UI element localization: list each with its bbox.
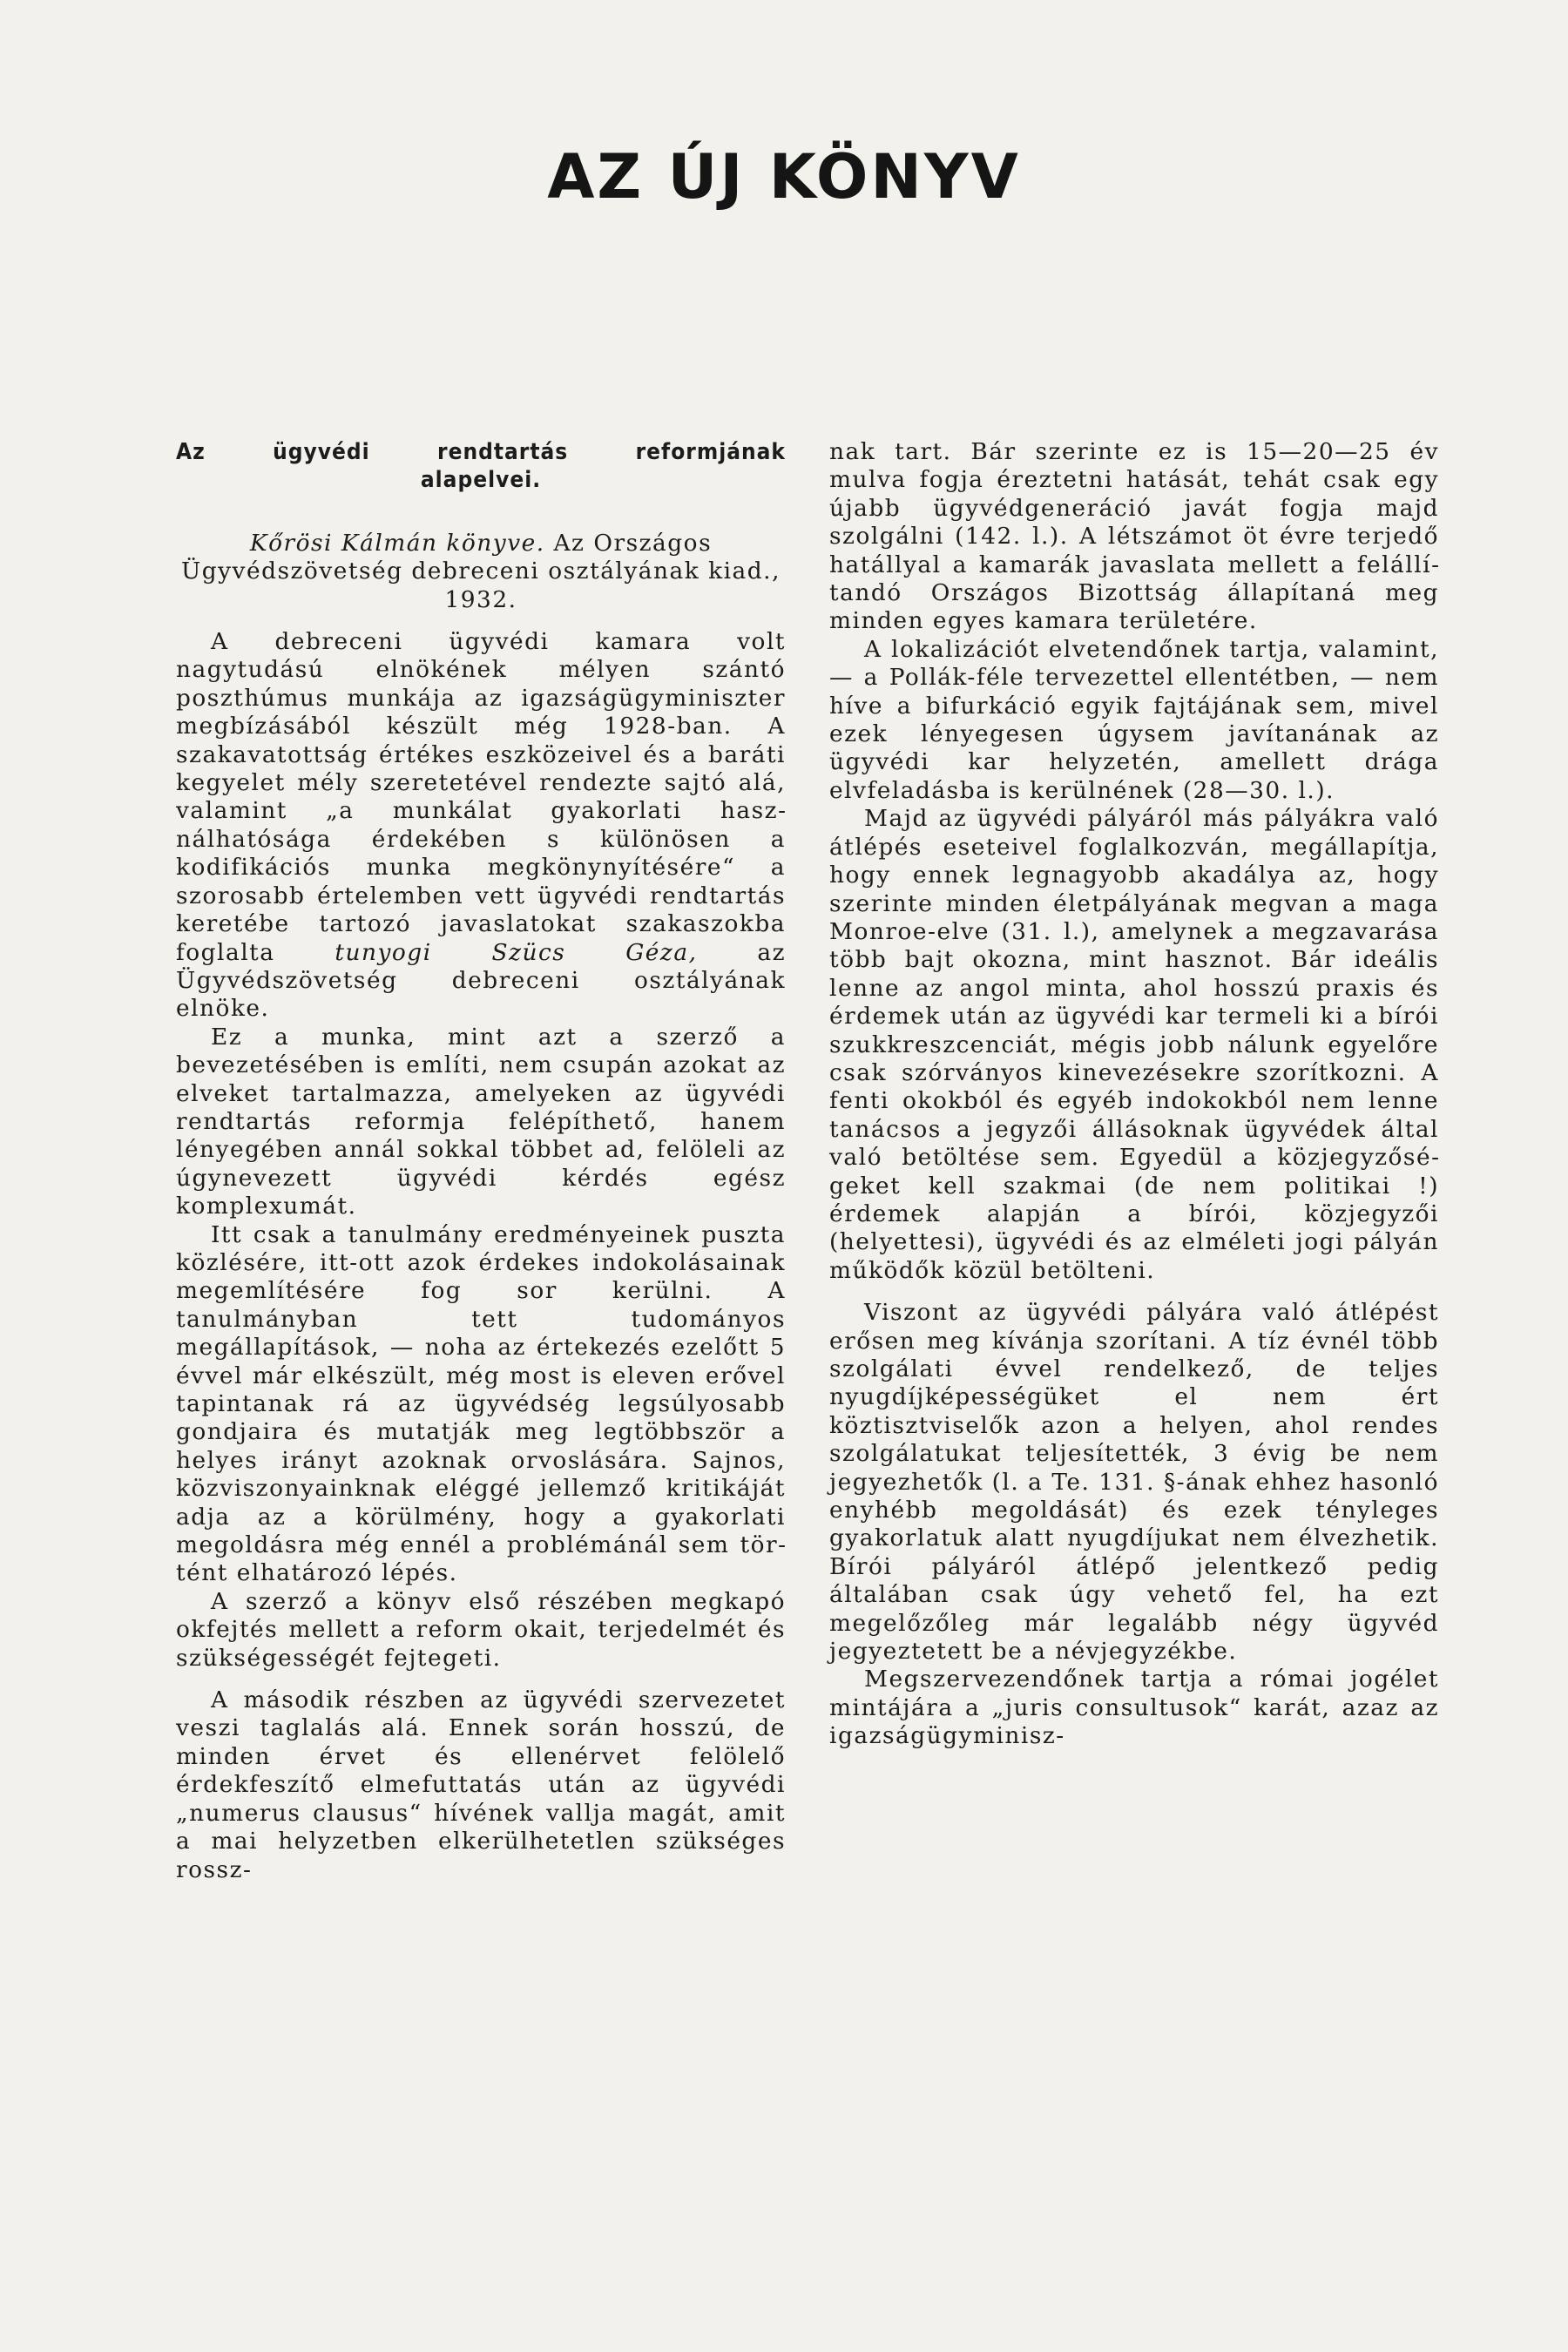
review-heading-line-2: alapelvei.: [420, 467, 542, 494]
paragraph: A lokalizációt elvetendőnek tartja, valamint, — a Pollák-féle tervezettel ellentétben, — nem híve a bifurkáció egyik fajtájának sem, mivel ezek lényegesen úgysem javítanának az ügyvédi kar helyzetén, amellett drága elvfeladásba is kerülnének (28—30. l.).: [829, 635, 1439, 804]
citation-author: Kőrösi Kálmán könyve.: [249, 529, 545, 557]
heading-word: rendtartás: [437, 439, 569, 465]
right-column: [829, 438, 1439, 1751]
heading-word: ügyvédi: [273, 439, 370, 465]
left-column: [176, 438, 786, 1884]
heading-word: reformjának: [635, 439, 786, 465]
paragraph: A második részben az ügyvédi szervezetet veszi taglalás alá. Ennek során hosszú, de minden érvet és ellenérvet felölelő érdekfeszítő elmefuttatás után az ügyvédi „numerus clausus“ hívének vallja magát, amit a mai helyzetben elkerülhetetlen szükséges rossz-: [176, 1686, 786, 1883]
paragraph: Megszervezendőnek tartja a római jogélet mintájára a „juris consultusok“ karát, azaz az igazságügyminisz-: [829, 1666, 1439, 1750]
paragraph: A szerző a könyv első részében megkapó okfejtés mellett a reform okait, terjedelmét és szükségességét fejtegeti.: [176, 1587, 786, 1672]
paragraph: Ez a munka, mint azt a szerző a bevezetésében is említi, nem csupán azokat az elveket tartalmazza, amelyeken az ügyvédi rendtartás reformja felépíthető, hanem lényegében annál sokkal többet ad, felöleli az úgynevezett ügyvédi kérdés egész komplexumát.: [176, 1023, 786, 1220]
italic-name: tunyogi Szücs Géza,: [335, 938, 698, 966]
paragraph: nak tart. Bár szerinte ez is 15—20—25 év mulva fogja éreztetni hatását, tehát csak egy újabb ügyvédgeneráció javát fogja majd szolgálni (142. l.). A létszámot öt évre terjedő hatállyal a kamarák javaslata mellett a felállítandó Országos Bizottság állapítaná meg minden egyes kamara területére.: [829, 438, 1439, 635]
paragraph: Itt csak a tanulmány eredményeinek puszta közlésére, itt-ott azok érdekes indokolásainak megemlítésére fog sor kerülni. A tanulmányban tett tudományos megállapítások, — noha az értekezés ezelőtt 5 évvel már elkészült, még most is eleven erővel tapintanak rá az ügyvédség legsúlyosabb gondjaira és mutatják meg legtöbbször a helyes irányt azoknak orvoslására. Sajnos, közviszonyainknak eléggé jellemző kritikáját adja az a körülmény, hogy a gyakorlati megoldásra még ennél a problémánál sem történt elhatározó lépés.: [176, 1220, 786, 1587]
page-title: AZ ÚJ KÖNYV: [547, 141, 1021, 213]
paragraph-text: A debreceni ügyvédi kamara volt nagytudású elnökének mélyen szántó poszthúmus munkája az igazságügyminiszter megbízásából készült még 1928-ban. A szakavatottság értékes eszközeivel és a baráti kegyelet mély szeretetével rendezte sajtó alá, valamint „a munkálat gyakorlati használhatósága érdekében s különösen a kodifikációs munka megkönynyítésére“ a szorosabb értelemben vett ügyvédi rendtartás keretébe tartozó javaslatokat szakaszokba foglalta: [176, 628, 786, 966]
citation-details: Az Országos Ügyvédszövetség debreceni osztályának kiad., 1932.: [181, 529, 781, 613]
heading-word: Az: [176, 439, 206, 465]
paragraph: [176, 628, 786, 1024]
book-citation: [176, 530, 786, 614]
paragraph: Viszont az ügyvédi pályára való átlépést erősen meg kívánja szorítani. A tíz évnél több szolgálati évvel rendelkező, de teljes nyugdíjképességüket el nem ért köztisztviselők azon a helyen, ahol rendes szolgálatukat teljesítették, 3 évig be nem jegyezhetők (l. a Te. 131. §-ának ehhez hasonló enyhébb megoldását) és ezek tényleges gyakorlatuk alatt nyugdíjukat nem élvezhetik. Bírói pályáról átlépő jelentkező pedig általában csak úgy vehető fel, ha ezt megelőzőleg már legalább négy ügyvéd jegyeztetett be a névjegyzékbe.: [829, 1299, 1439, 1666]
paragraph: Majd az ügyvédi pályáról más pályákra való átlépés eseteivel foglalkozván, megállapítja, hogy ennek legnagyobb akadálya az, hogy szerinte minden életpályának megvan a maga Monroe-elve (31. l.), amelynek a megzavarása több bajt okozna, mint hasznot. Bár ideális lenne az angol minta, ahol hosszú praxis és érdemek után az ügyvédi kar termeli ki a bírói szukkreszcenciát, mégis jobb nálunk egyelőre csak szórványos kinevezésekre szorítkozni. A fenti okokból és egyéb indokokból nem lenne tanácsos a jegyzői állásoknak ügyvédek által való betöltése sem. Egyedül a közjegyzőségeket kell szakmai (de nem politikai !) érdemek alapján a bírói, közjegyzői (helyettesi), ügyvédi és az elméleti jogi pályán működők közül betölteni.: [829, 805, 1439, 1284]
paragraph-text: az Ügyvédszövetség debreceni osztályának elnöke.: [176, 938, 786, 1023]
review-heading-line-1: [176, 438, 786, 466]
